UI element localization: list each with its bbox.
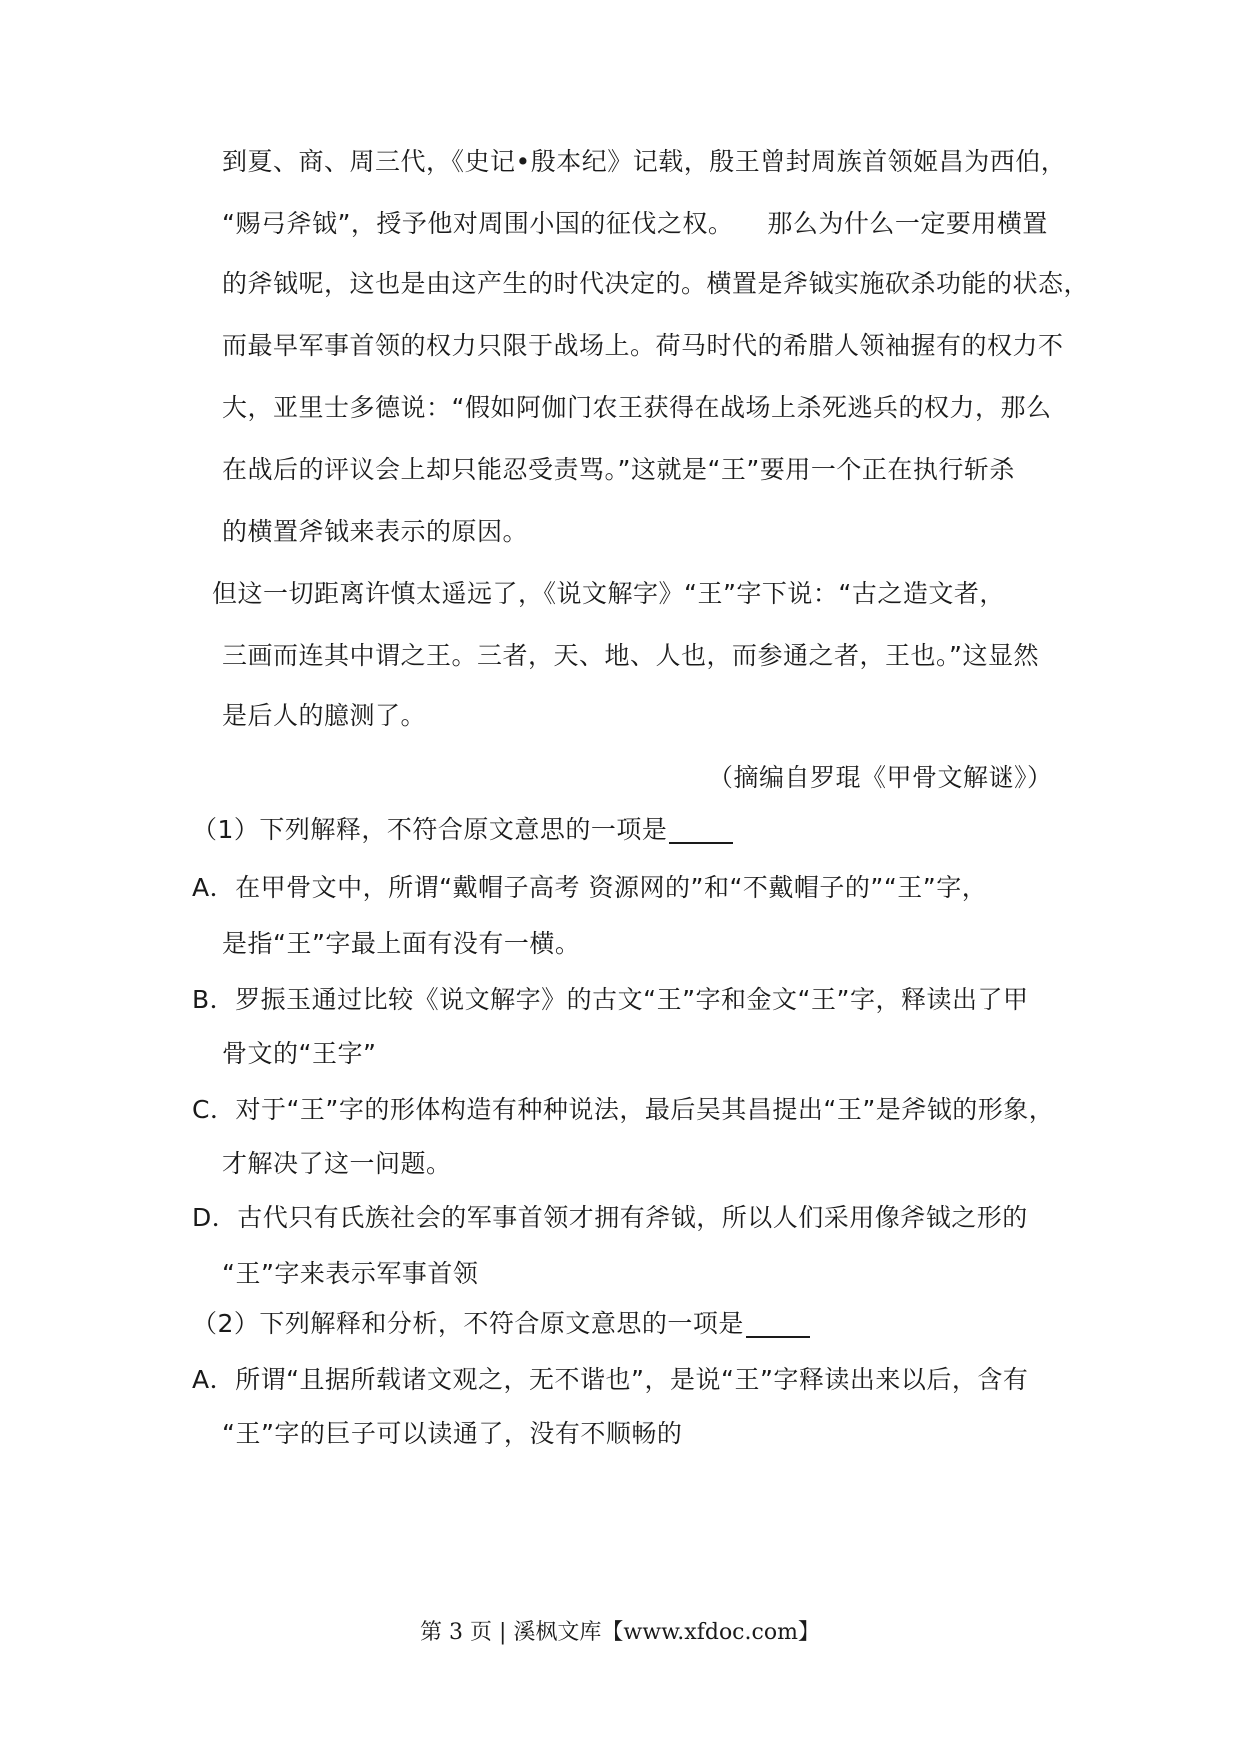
passage-line: “赐弓斧钺”，授予他对周围小国的征伐之权。 那么为什么一定要用横置 xyxy=(222,209,1048,238)
passage-line: 的横置斧钺来表示的原因。 xyxy=(222,517,529,546)
option-d: D．古代只有氏族社会的军事首领才拥有斧钺，所以人们采用像斧钺之形的 xyxy=(192,1203,1028,1232)
option-c: C．对于“王”字的形体构造有种种说法，最后吴其昌提出“王”是斧钺的形象， xyxy=(192,1095,1055,1124)
question-stem: （1）下列解释，不符合原文意思的一项是 xyxy=(192,812,733,848)
passage-line: 到夏、商、周三代，《史记•殷本纪》记载，殷王曾封周族首领姬昌为西伯， xyxy=(222,147,1067,176)
option-a-cont: “王”字的巨子可以读通了，没有不顺畅的 xyxy=(222,1419,683,1448)
option-b-cont: 骨文的“王字” xyxy=(222,1039,377,1068)
passage-line: 的斧钺呢，这也是由这产生的时代决定的。横置是斧钺实施砍杀功能的状态， xyxy=(222,269,1090,298)
passage-line: 在战后的评议会上却只能忍受责骂。”这就是“王”要用一个正在执行斩杀 xyxy=(222,455,1015,484)
option-a-cont: 是指“王”字最上面有没有一横。 xyxy=(222,929,581,958)
passage-line: 三画而连其中谓之王。三者，天、地、人也，而参通之者，王也。”这显然 xyxy=(222,641,1039,670)
passage-line: 而最早军事首领的权力只限于战场上。荷马时代的希腊人领袖握有的权力不 xyxy=(222,331,1064,360)
answer-blank[interactable] xyxy=(746,1310,810,1338)
option-a: A．所谓“且据所载诸文观之，无不谐也”，是说“王”字释读出来以后，含有 xyxy=(192,1365,1029,1394)
option-a: A．在甲骨文中，所谓“戴帽子高考 资源网的”和“不戴帽子的”“王”字， xyxy=(192,873,988,902)
option-c-cont: 才解决了这一问题。 xyxy=(222,1149,452,1178)
source-citation: （摘编自罗琨《甲骨文解谜》） xyxy=(708,763,1053,792)
question-stem: （2）下列解释和分析，不符合原文意思的一项是 xyxy=(192,1306,810,1342)
passage-line: 但这一切距离许慎太遥远了，《说文解字》“王”字下说：“古之造文者， xyxy=(212,579,1005,608)
passage-line: 是后人的臆测了。 xyxy=(222,701,427,730)
answer-blank[interactable] xyxy=(669,816,733,844)
passage-line: 大，亚里士多德说：“假如阿伽门农王获得在战场上杀死逃兵的权力，那么 xyxy=(222,393,1052,422)
page-footer: 第 3 页 | 溪枫文库【www.xfdoc.com】 xyxy=(420,1620,820,1645)
option-d-cont: “王”字来表示军事首领 xyxy=(222,1259,479,1288)
option-b: B．罗振玉通过比较《说文解字》的古文“王”字和金文“王”字，释读出了甲 xyxy=(192,985,1029,1014)
